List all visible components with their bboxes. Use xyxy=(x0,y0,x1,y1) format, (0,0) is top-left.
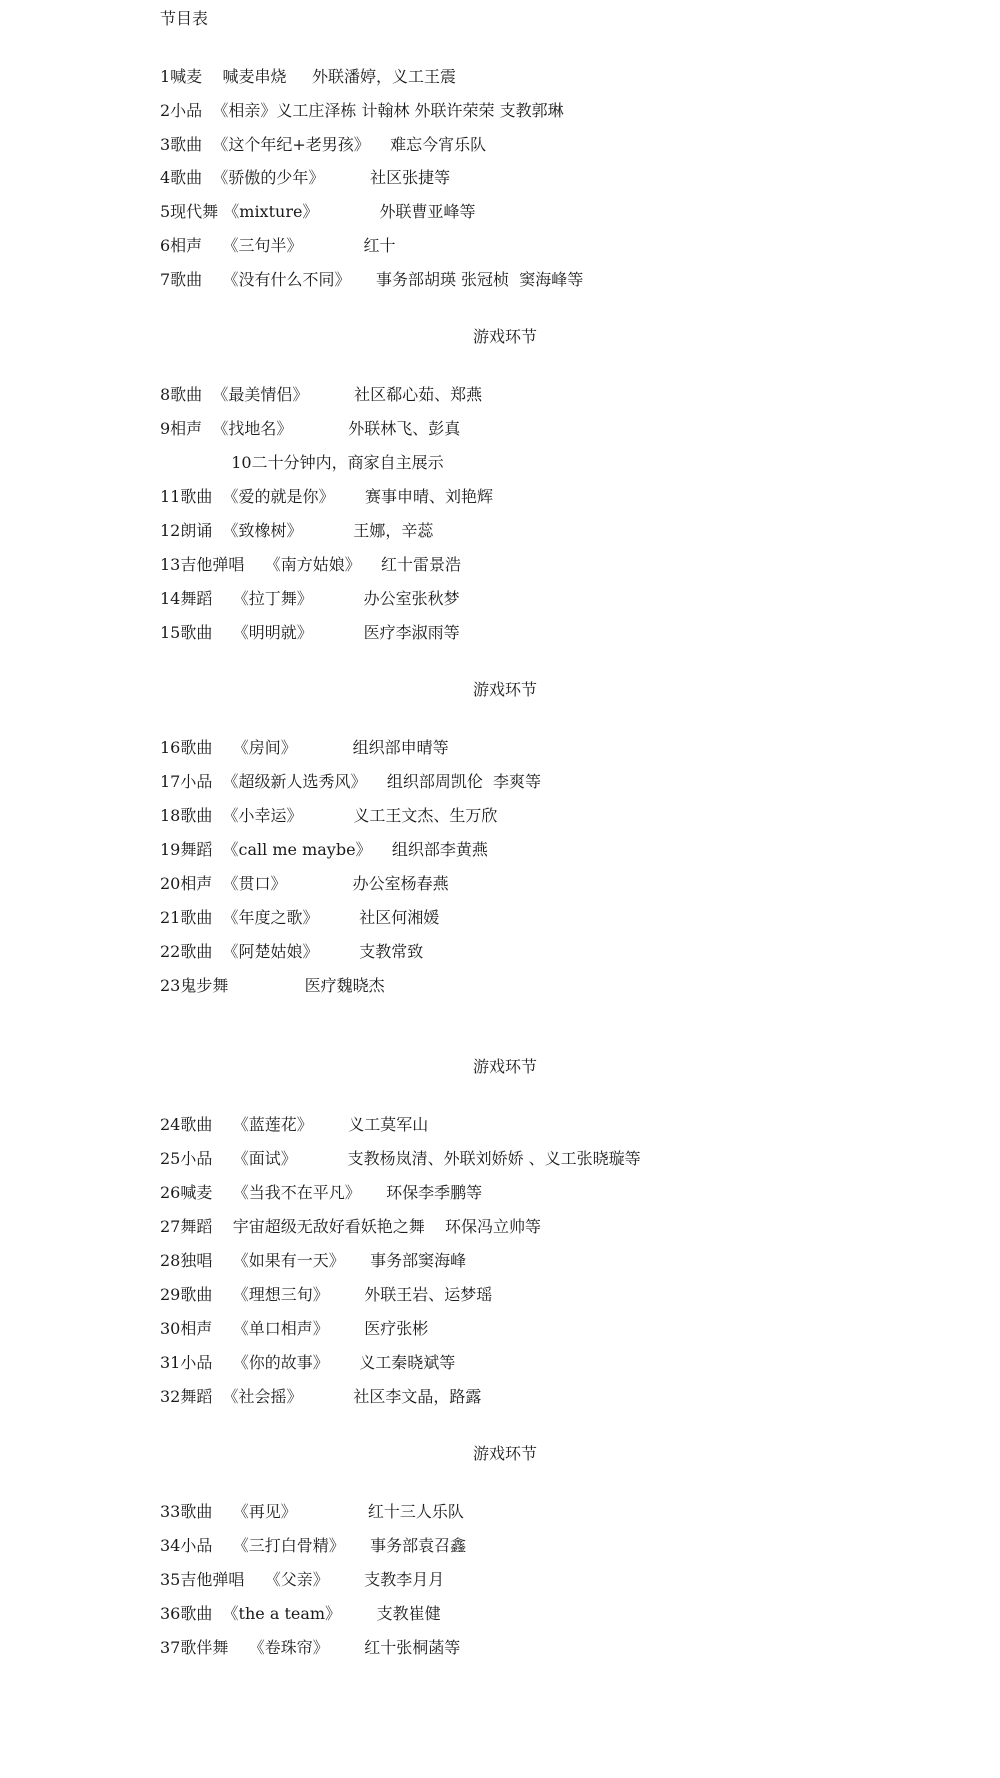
program-line-23: 23鬼步舞 医疗魏晓杰 xyxy=(160,976,385,995)
program-line-32: 32舞蹈 《社会摇》 社区李文晶，路露 xyxy=(160,1387,482,1406)
program-line-12: 12朗诵 《致橡树》 王娜，辛蕊 xyxy=(160,521,434,540)
program-line-27: 27舞蹈 宇宙超级无敌好看妖艳之舞 环保冯立帅等 xyxy=(160,1217,542,1236)
program-line-3: 3歌曲 《这个年纪+老男孩》 难忘今宵乐队 xyxy=(160,135,487,154)
game-section-heading: 游戏环节 xyxy=(472,1057,537,1076)
program-line-29: 29歌曲 《理想三旬》 外联王岩、运梦瑶 xyxy=(160,1285,493,1304)
program-line-6: 6相声 《三句半》 红十 xyxy=(160,236,396,255)
game-section-heading: 游戏环节 xyxy=(472,327,537,346)
program-line-28: 28独唱 《如果有一天》 事务部窦海峰 xyxy=(160,1251,467,1270)
program-line-15: 15歌曲 《明明就》 医疗李淑雨等 xyxy=(160,623,460,642)
game-section-heading: 游戏环节 xyxy=(472,680,537,699)
program-line-2: 2小品 《相亲》义工庄泽栋 计翰林 外联许荣荣 支教郭琳 xyxy=(160,101,564,120)
program-line-35: 35吉他弹唱 《父亲》 支教李月月 xyxy=(160,1570,445,1589)
program-line-36: 36歌曲 《the a team》 支教崔健 xyxy=(160,1604,441,1623)
program-line-20: 20相声 《贯口》 办公室杨春燕 xyxy=(160,874,449,893)
program-line-11: 11歌曲 《爱的就是你》 赛事申晴、刘艳辉 xyxy=(160,487,494,506)
program-line-17: 17小品 《超级新人选秀风》 组织部周凯伦 李爽等 xyxy=(160,772,542,791)
program-line-31: 31小品 《你的故事》 义工秦晓斌等 xyxy=(160,1353,456,1372)
program-line-19: 19舞蹈 《call me maybe》 组织部李黄燕 xyxy=(160,840,488,859)
program-line-22: 22歌曲 《阿楚姑娘》 支教常致 xyxy=(160,942,424,961)
program-line-9: 9相声 《找地名》 外联林飞、彭真 xyxy=(160,419,461,438)
program-line-26: 26喊麦 《当我不在平凡》 环保李季鹏等 xyxy=(160,1183,483,1202)
program-line-16: 16歌曲 《房间》 组织部申晴等 xyxy=(160,738,449,757)
program-line-8: 8歌曲 《最美情侣》 社区郗心茹、郑燕 xyxy=(160,385,483,404)
program-line-37: 37歌伴舞 《卷珠帘》 红十张桐菡等 xyxy=(160,1638,461,1657)
program-line-1: 1喊麦 喊麦串烧 外联潘婷，义工王震 xyxy=(160,67,456,86)
document-title: 节目表 xyxy=(160,9,209,28)
program-line-33: 33歌曲 《再见》 红十三人乐队 xyxy=(160,1502,464,1521)
program-line-13: 13吉他弹唱 《南方姑娘》 红十雷景浩 xyxy=(160,555,462,574)
program-line-14: 14舞蹈 《拉丁舞》 办公室张秋梦 xyxy=(160,589,460,608)
program-line-7: 7歌曲 《没有什么不同》 事务部胡瑛 张冠桢 窦海峰等 xyxy=(160,270,584,289)
program-line-24: 24歌曲 《蓝莲花》 义工莫军山 xyxy=(160,1115,429,1134)
program-line-5: 5现代舞 《mixture》 外联曹亚峰等 xyxy=(160,202,476,221)
program-line-34: 34小品 《三打白骨精》 事务部袁召鑫 xyxy=(160,1536,467,1555)
program-line-10: 10二十分钟内，商家自主展示 xyxy=(160,453,444,472)
game-section-heading: 游戏环节 xyxy=(472,1444,537,1463)
program-line-21: 21歌曲 《年度之歌》 社区何湘媛 xyxy=(160,908,440,927)
program-line-18: 18歌曲 《小幸运》 义工王文杰、生万欣 xyxy=(160,806,498,825)
program-line-30: 30相声 《单口相声》 医疗张彬 xyxy=(160,1319,429,1338)
program-line-4: 4歌曲 《骄傲的少年》 社区张捷等 xyxy=(160,168,451,187)
program-line-25: 25小品 《面试》 支教杨岚清、外联刘娇娇 、义工张晓璇等 xyxy=(160,1149,641,1168)
